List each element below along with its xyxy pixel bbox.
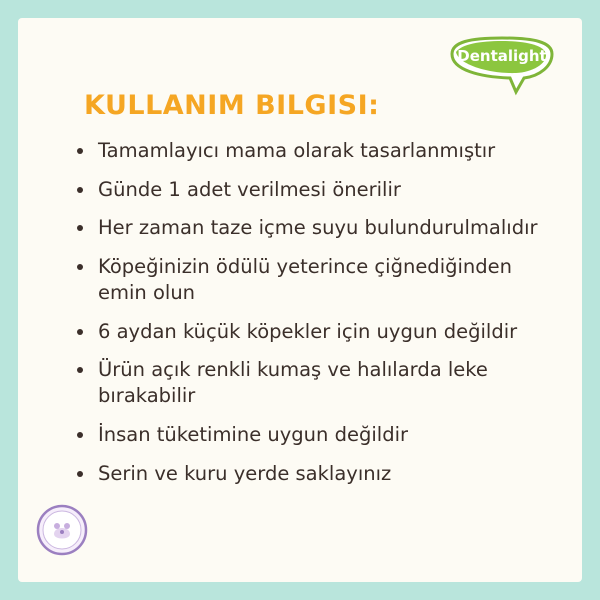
list-item: Her zaman taze içme suyu bulundurulmalıdır	[74, 215, 542, 241]
list-item: Köpeğinizin ödülü yeterince çiğnediğinden emin olun	[74, 254, 542, 305]
list-item: Serin ve kuru yerde saklayınız	[74, 461, 542, 487]
svg-text:Dentalight: Dentalight	[457, 47, 547, 65]
list-item: İnsan tüketimine uygun değildir	[74, 422, 542, 448]
list-item: 6 aydan küçük köpekler için uygun değildir	[74, 319, 542, 345]
list-item: Ürün açık renkli kumaş ve halılarda leke bırakabilir	[74, 357, 542, 408]
usage-info-list	[74, 138, 542, 499]
list-item: Tamamlayıcı mama olarak tasarlanmıştır	[74, 138, 542, 164]
list-item: Günde 1 adet verilmesi önerilir	[74, 177, 542, 203]
dentalight-logo	[444, 36, 560, 100]
pet-badge-stamp	[36, 504, 88, 556]
info-card	[18, 18, 582, 582]
page-title: KULLANIM BILGISI:	[84, 90, 380, 121]
